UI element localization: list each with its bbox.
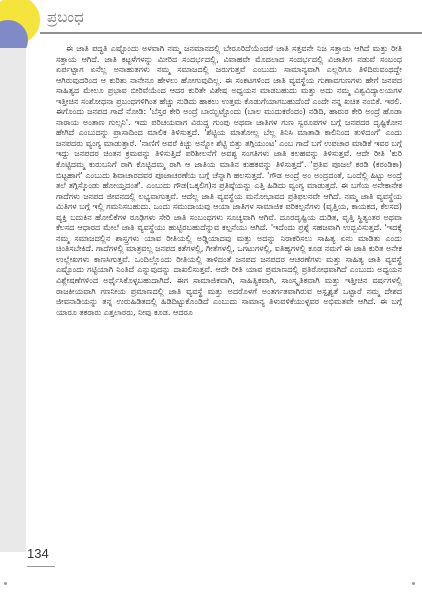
corner-dot-right — [412, 582, 415, 585]
header-divider — [40, 32, 422, 34]
corner-dot-left — [4, 582, 7, 585]
body-paragraph: ಈ ಜಾತಿ ಪದ್ಧತಿ ಎಷ್ಟೊಂದು ಅಳವಾಗಿ ನಮ್ಮ ಜನಮಾನದಲ್ಲಿ ಬೇರೂರಿದೆಯೆಂದರೆ ಜಾತಿ ಸತ್ತವನೇ ನಿಜ ಸತ್ತಾಯ ಆಗಿದೆ ಮತ್ತು ರೀತಿ ಸತ್ತಾಯ ಆಗಿದೆ. ಜಾತಿ ಕಟ್ಟಳೆಗಳನ್ನು ಮೀರಿದ ಸಂದರ್ಭದಲ್ಲಿ, ವಿವಾಹವೇ ಮೊದಲಾದ ಸಂದರ್ಭದಲ್ಲಿ ವಿಜಾತೀಗ ನಡುವೆ ಸಂಬಂಧ ಏರ್ಪಟ್ಟಾಗ ಏನೆಲ್ಲ ಅನಾಹುತಗಳು ನಮ್ಮ ಸಮಾಜದಲ್ಲಿ ಜರುಗುತ್ತವೆ ಎಂಬುದು ಸಾಮಾನ್ಯವಾಗಿ ಎಲ್ಲರಿಗೂ ತಿಳಿದಿರುವಂಥದ್ದೇ ಆಗಿರುವುದರಿಂದ ಆ ಕುರಿತು ನಾನೇನೂ ಹೇಳಲು ಹೋಗುವುದಿಲ್ಲ. ಈ ಸಂಕಟಗಳಿಂದ ಜಾತಿ ವ್ಯವಸ್ಥೆಯ ಗುಣಾವಗುಣಗಳು ಹೇಗೆ ಜನಪದ ಸಾಹಿತ್ಯದ ಮೇಲೂ ಪ್ರಭಾವ ಬೀರಿವೆಯೆಂದ ಆದರ ಕುರಿತೇ ವಿಶೇಷ ಅಧ್ಯಯನ ಮಾಡಬಹುದು ಮತ್ತು ಅದು ನಮ್ಮ ವಿಶ್ವವಿದ್ಯಾಲಯಗಳ ಇತ್ತೀಚಿನ ಸಂಶೋಧನಾ ಪ್ರಬಂಧಗಳಿಗಿಂತ ಹೆಚ್ಚು ನುಡಿದು ಹಾಕಲು ಉತ್ತಮ ಕೊಡುಗೆಯಾಗಬಹುದೆಂದೆ ಎಂದೇ ನನ್ನ ಖಚಿತ ನಂಬಿಕೆ. ಇರಲಿ. ಈಗೊಂದು ಜನಪದ ಗಾದೆ ನೋಡಿ: 'ಬೆಸ್ತರ ಕೇರಿ ಅಂದ್ರೆ ಬಾಯ್ಬಿಟ್ಟೊಂದು (ಬಾಲ ಮುದುಕರೆಂದಂ) ನಡಿದಿ, ಹಾರುರ ಕೇರಿ ಅಂದ್ರೆ ಹೊಡಾ ನಾರಾಯ ಅಂತಾಣ ಗುಲ್ಸನಿ'. ಇದು ಪರಿಚಯವಾಗ ವಿರುದ್ಧ ಗುಂಪು ಅಥವಾ ಜಾತಿಗಳ ಗುಣ ಸ್ವರೂಪಗಳ ಬಗ್ಗೆ ಜನಪದರ ದೃಷ್ಟಿಕೋನ ಹೇಗಿದೆ ಎಂಬುದನ್ನು ಪ್ರಾಸಾದಿಂದ ಮಾಲಿಕ ತಿಳಿಸುತ್ತದೆ. 'ಶೆಟ್ಟಿಯ ಮಾತೋಲ್ಲ ಬೆಲ್ಲ ತಿನಿಸಿ ಮಾತಾಡಿ ಕಾಲಿನಿಂದ ತುಳಿದಂಗೆ' ಎಂದು ಜನಪದರು ವ್ಯಂಗ್ಯ ಮಾಡುತ್ತಾರೆ. 'ನಾಣಿಗೆ ಅವರೆ ಕಿಚ್ಚು ಅನ್ನೋ ಶೆಟ್ಟಿ ಬಿತ್ತು ತಗ್ಗಿಯುಂಟ' ಎಂಬ ಗಾದೆ ಬಗೆ ಉಪಚಾರ ಮಾಡಿಕೆ ಇವರ ಬಗ್ಗೆ ಇದ್ದು ಜನಪದರ ಚಿಂತನ ಕ್ರಮವನ್ನು ತಿಳಿಸುತ್ತಿದೆ ಪರಿಶೀಲನೆಗೆ ಅವಶ್ಯ ಸಂಗತಿಗಳು ಜಾತಿ ಕಲಹವನ್ನು ತಿಳಿಸುತ್ತವೆ. ಆದೇ ರೀತಿ 'ಕುರಿ ಕೊಟ್ಟಿದಮ್ಮ ಕುರುಬನಿಗೆ ರಾಗಿ ಕೊಟ್ಟಿದಮ್ಮ ರಾಗಿ ಆ ಜಾತಿಯ ಮಾತಿನ ಕುಹಕವನ್ನು ತಿಳಿಸುತ್ತದೆ'. 'ಪ್ರತಿವ ಪೂಜಲೆ ಕರಡಿ (ಕರಂಡಿಕಾ) ಬಿಟ್ಟಹಾಗೆ' ಎಂಬುದು ಶಿವಾಚಾರದವರ ಪೂಜಾಚರಣೆಯ ಬಗ್ಗೆ ಚೆನ್ನಾಗಿ ಹಲಸುತ್ತದೆ. 'ಗೌಡ ಅಂದ್ರೆ ಅಂ ಅಂದ್ರದಂತೆ, ಒಂದೆಲ್ಲಿ ಹಿಟ್ಟು ಅಂದ್ರೆ ತಲೆ ತಗ್ಗಿಸ್ಕೊಂಡು ಹೋಯ್ತದಂತೆ'. ಎಂಬುದು ಗೌಡ(ಒಕ್ಕಲಿಗ)ನ ಪ್ರತಿಷ್ಠೆಯನ್ನು ಎತ್ತಿ ಹಿಡಿದು ವ್ಯಂಗ್ಯ ಮಾಡುತ್ತದೆ. ಈ ಬಗೆಯ ಅನೇಕಾನೇಕ ಗಾದೆಗಳು ಜನಪದ ಜೀವನದಲ್ಲಿ ಲಭ್ಯವಾಗುತ್ತವೆ. ಆದೆಲ್ಲ ಜಾತಿ ವ್ಯವಸ್ಥೆಯ ಮನೋಭಾವದ ಪ್ರತಿಫಲನವೇ ಆಗಿದೆ. ನಮ್ಮ ಜಾತಿ ವ್ಯವಸ್ಥೆಯ ಮಿತಿಗಳ ಬಗ್ಗೆ ಇಲ್ಲಿ ಗಮನಿಸಬಹುದು. ಒಂದು ಸಮುದಾಯವು ಆಯಾ ಜಾತಿಗಳ ಸಾಮಾಜಿಕ ಪರಿಕಲ್ಪನೆಗಳು (ವೃತ್ತಿಯ, ಕಾಯಕದ, ಕೆಲಸದ) ವ್ಯಕ್ತಿ ಬದುಕಿನ ಹೋಲಿಕೆಗಳ ರೂಢಿಗಳು ಸೇರಿ ಜಾತಿ ಸಂಬಂಧಗಳು ಸೂಚ್ಯವಾಗಿ ಆಗಿವೆ. ದೂರದೃಷ್ಟಿಯ ದುಡಿತ, ವೃತ್ತಿ ಸ್ಥಿತ್ಯಂತರ ಅಥವಾ ಕೆಲಸದ ಆಧಾರದ ಮೇಲೆ ಜಾತಿ ವ್ಯವಸ್ಥೆಯು ಹುಟ್ಟಿರಬಹುದೆನ್ನುವ ಕಲ್ಪನೆಯು ಆಗಿದೆ. 'ಇದೆಂದು ಪ್ರಶ್ನೆ ಸಹಜವಾಗಿ ಉದ್ಭವಿಸುತ್ತದೆ. 'ಇದಕ್ಕೆ ನಮ್ಮ ಸಮಾಜದಲ್ಲಿನ ಶಾಸ್ತ್ರಗಳು ಯಾವ ರೀತಿಯಲ್ಲಿ ಅಡ್ಡಿಯಾದವು ಮತ್ತು ಅದನ್ನು ನಿರಾಕರಿಸಲು ಸಾಹಿತ್ಯ ಏನು ಮಾಡಿತು ಎಂದು ಚಿಂತಿಸಬೇಕಿದೆ. ಗಾದೆಗಳಲ್ಲಿ ಮಾತ್ರವಲ್ಲ ಜನಪದ ಕತೆಗಳಲ್ಲಿ, ಗೀತೆಗಳಲ್ಲಿ, ಒಗಟುಗಳಲ್ಲಿ, ಐತಿಹ್ಯಗಳಲ್ಲಿ ಕೂಡ ನಮಗೆ ಈ ಜಾತಿ ಕುರಿತ ಅನೇಕ ಉಲ್ಲೇಖಗಳು ಕಾಣಸಿಗುತ್ತವೆ. ಒಂದಿಲ್ಲೊಂದು ರೀತಿಯಲ್ಲಿ ತಾಳಿದಂತೆ ಜನಪದ ಜನಪದರ ಆಚರಣೆಗಳು ಮತ್ತು ಸಾಹಿತ್ಯ ಜಾತಿ ವ್ಯವಸ್ಥೆ ಎಷ್ಟೊಂದು ಗಟ್ಟಿಯಾಗಿ ನಿಂತಿದೆ ಎನ್ನುವುದನ್ನು ದಾಖಲಿಸುತ್ತವೆ. ಆದೇ ರೀತಿ ಯಾವ ಪ್ರಮಾಣದಲ್ಲಿ ಪ್ರತಿರೋಧವಾಗಿದೆ ಎಂಬುದು ಅಧ್ಯಯನ ವಿಶ್ಲೇಷಣೆಗಳಿಂದ ಅರ್ಥೈಸಿಕೊಳ್ಳಬಹುದಾಗಿದೆ. ಈಗ ಸಾಮಾಜಿಕವಾಗಿ, ಸಾಹಿತ್ಯಿಕವಾಗಿ, ಸಾಂಸ್ಕೃತಿಕವಾಗಿ ಮತ್ತು ಇತ್ತೀಚಿನ ವರ್ಷಗಳಲ್ಲಿ ರಾಜಕೀಯವಾಗಿ ಗಣನೀಯ ಪ್ರಮಾಣದಲ್ಲಿ ಜಾತಿ ವ್ಯವಸ್ಥೆ ಮತ್ತು ಅದರೊಳಗೆ ಅಂತರ್ಗತವಾಗಿರುವ ಅಸ್ಪೃಶ್ಯತೆ ಒಟ್ಟಾರೆ ನಮ್ಮ ದೇಶದ ಜೀವನಾಡಿಯನ್ನು ತನ್ನ ಉರುಹಿಡಿತದಲ್ಲಿ ಹಿಡಿದಿಟ್ಟುಕೊಂಡಿದೆ ಎಂಬುದು ಸಾಮಾನ್ಯ ತಿಳುವಳಿಕೆಯುಳ್ಳವರ ಅಭಿಮತವೇ ಆಗಿದೆ. ಈ ಬಗ್ಗೆ ಯಾರೂ ತಕರಾರು ಎತ್ತಲಾರರು, ನೀವು ಕೂಡ. ಆದರೂ — [56, 44, 402, 317]
footer-divider — [27, 566, 55, 567]
page-number: 134 — [27, 546, 49, 561]
section-title: ಪ್ರಬಂಧ — [47, 8, 84, 26]
side-margin-bar — [0, 48, 26, 552]
